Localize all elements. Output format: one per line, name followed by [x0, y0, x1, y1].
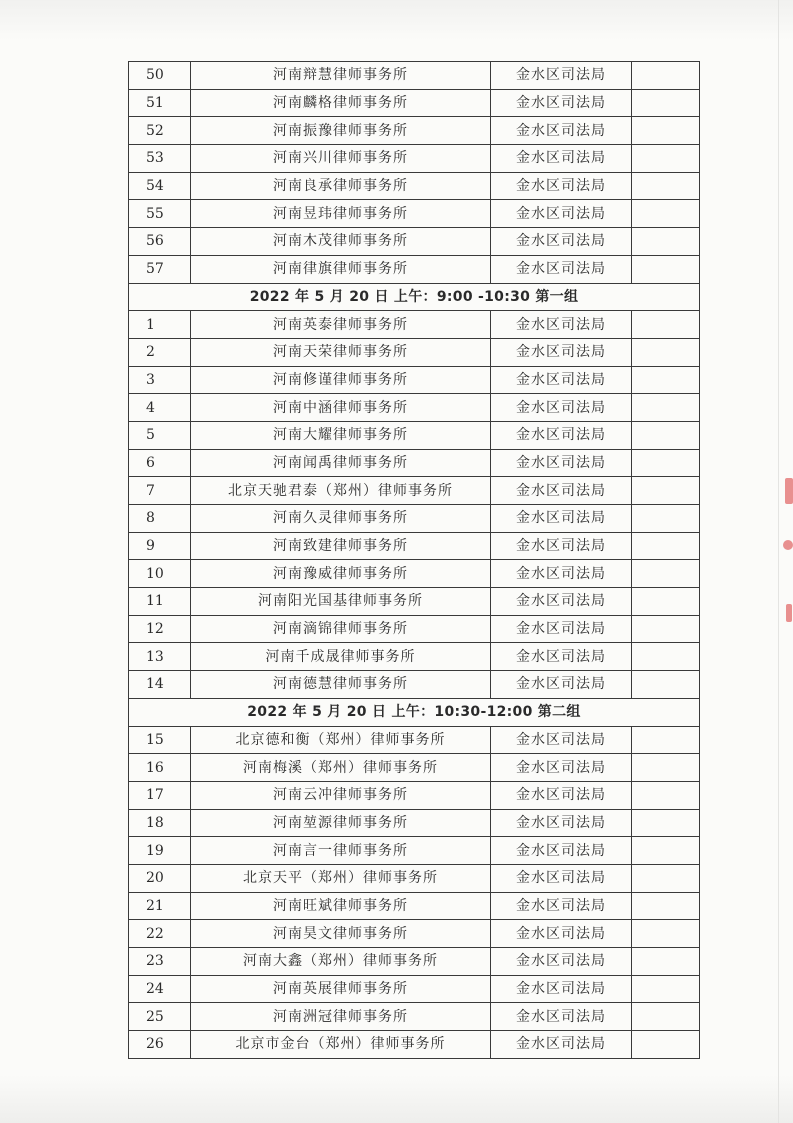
empty-cell [632, 366, 700, 394]
law-firm-name: 河南滴锦律师事务所 [191, 615, 491, 643]
law-firm-name: 河南言一律师事务所 [191, 837, 491, 865]
justice-bureau: 金水区司法局 [491, 754, 632, 782]
justice-bureau: 金水区司法局 [491, 864, 632, 892]
table-row [129, 920, 700, 948]
law-firm-name: 河南木茂律师事务所 [191, 228, 491, 256]
row-number: 9 [129, 532, 191, 560]
table-row [129, 948, 700, 976]
empty-cell [632, 1003, 700, 1031]
empty-cell [632, 145, 700, 173]
table-row [129, 532, 700, 560]
law-firm-name: 北京天平（郑州）律师事务所 [191, 864, 491, 892]
row-number: 15 [129, 726, 191, 754]
table-row [129, 62, 700, 90]
justice-bureau: 金水区司法局 [491, 505, 632, 533]
law-firm-name: 河南堃源律师事务所 [191, 809, 491, 837]
table-row [129, 477, 700, 505]
justice-bureau: 金水区司法局 [491, 892, 632, 920]
table-row [129, 505, 700, 533]
table-row [129, 726, 700, 754]
row-number: 1 [129, 311, 191, 339]
justice-bureau: 金水区司法局 [491, 948, 632, 976]
table-row [129, 255, 700, 283]
law-firm-name: 河南豫威律师事务所 [191, 560, 491, 588]
justice-bureau: 金水区司法局 [491, 172, 632, 200]
empty-cell [632, 809, 700, 837]
law-firm-name: 北京德和衡（郑州）律师事务所 [191, 726, 491, 754]
table-row [129, 338, 700, 366]
table-row [129, 89, 700, 117]
table-row [129, 228, 700, 256]
justice-bureau: 金水区司法局 [491, 366, 632, 394]
law-firm-name: 河南洲冠律师事务所 [191, 1003, 491, 1031]
law-firm-name: 河南阳光国基律师事务所 [191, 588, 491, 616]
table-row [129, 864, 700, 892]
table-row [129, 781, 700, 809]
law-firm-name: 河南中涵律师事务所 [191, 394, 491, 422]
table-row [129, 145, 700, 173]
justice-bureau: 金水区司法局 [491, 809, 632, 837]
table-row [129, 117, 700, 145]
row-number: 19 [129, 837, 191, 865]
justice-bureau: 金水区司法局 [491, 145, 632, 173]
law-firm-name: 河南英展律师事务所 [191, 975, 491, 1003]
empty-cell [632, 1031, 700, 1059]
row-number: 5 [129, 421, 191, 449]
empty-cell [632, 255, 700, 283]
justice-bureau: 金水区司法局 [491, 671, 632, 699]
row-number: 25 [129, 1003, 191, 1031]
session-header-row [129, 283, 700, 311]
table-row [129, 588, 700, 616]
red-seal-fragment [781, 478, 793, 628]
law-firm-name: 北京天驰君泰（郑州）律师事务所 [191, 477, 491, 505]
row-number: 50 [129, 62, 191, 90]
table-row [129, 311, 700, 339]
law-firm-name: 河南昱玮律师事务所 [191, 200, 491, 228]
empty-cell [632, 837, 700, 865]
table-row [129, 1031, 700, 1059]
table-row [129, 837, 700, 865]
justice-bureau: 金水区司法局 [491, 532, 632, 560]
law-firm-name: 河南大鑫（郑州）律师事务所 [191, 948, 491, 976]
law-firm-name: 北京市金台（郑州）律师事务所 [191, 1031, 491, 1059]
justice-bureau: 金水区司法局 [491, 560, 632, 588]
law-firm-name: 河南辩慧律师事务所 [191, 62, 491, 90]
justice-bureau: 金水区司法局 [491, 255, 632, 283]
table-row [129, 975, 700, 1003]
empty-cell [632, 532, 700, 560]
table-row [129, 560, 700, 588]
empty-cell [632, 864, 700, 892]
justice-bureau: 金水区司法局 [491, 615, 632, 643]
row-number: 51 [129, 89, 191, 117]
justice-bureau: 金水区司法局 [491, 726, 632, 754]
law-firm-name: 河南致建律师事务所 [191, 532, 491, 560]
row-number: 55 [129, 200, 191, 228]
law-firm-name: 河南德慧律师事务所 [191, 671, 491, 699]
law-firm-name: 河南久灵律师事务所 [191, 505, 491, 533]
row-number: 24 [129, 975, 191, 1003]
law-firm-name: 河南律旗律师事务所 [191, 255, 491, 283]
empty-cell [632, 754, 700, 782]
scan-edge-line [778, 0, 779, 1123]
table-row [129, 754, 700, 782]
justice-bureau: 金水区司法局 [491, 920, 632, 948]
row-number: 54 [129, 172, 191, 200]
row-number: 53 [129, 145, 191, 173]
table-row [129, 615, 700, 643]
empty-cell [632, 172, 700, 200]
scan-bottom-shadow [0, 1075, 793, 1123]
empty-cell [632, 394, 700, 422]
law-firm-name: 河南振豫律师事务所 [191, 117, 491, 145]
row-number: 2 [129, 338, 191, 366]
justice-bureau: 金水区司法局 [491, 449, 632, 477]
justice-bureau: 金水区司法局 [491, 477, 632, 505]
empty-cell [632, 643, 700, 671]
justice-bureau: 金水区司法局 [491, 117, 632, 145]
scan-top-shadow [0, 0, 793, 40]
session-header-row [129, 698, 700, 726]
justice-bureau: 金水区司法局 [491, 837, 632, 865]
session-label: 2022 年 5 月 20 日 上午：10:30-12:00 第二组 [129, 698, 700, 726]
session-label: 2022 年 5 月 20 日 上午：9:00 -10:30 第一组 [129, 283, 700, 311]
justice-bureau: 金水区司法局 [491, 338, 632, 366]
empty-cell [632, 200, 700, 228]
justice-bureau: 金水区司法局 [491, 1031, 632, 1059]
row-number: 23 [129, 948, 191, 976]
row-number: 11 [129, 588, 191, 616]
empty-cell [632, 449, 700, 477]
law-firm-name: 河南兴川律师事务所 [191, 145, 491, 173]
row-number: 21 [129, 892, 191, 920]
justice-bureau: 金水区司法局 [491, 394, 632, 422]
law-firm-name: 河南修谨律师事务所 [191, 366, 491, 394]
empty-cell [632, 920, 700, 948]
justice-bureau: 金水区司法局 [491, 228, 632, 256]
empty-cell [632, 671, 700, 699]
justice-bureau: 金水区司法局 [491, 588, 632, 616]
empty-cell [632, 89, 700, 117]
row-number: 26 [129, 1031, 191, 1059]
row-number: 7 [129, 477, 191, 505]
row-number: 6 [129, 449, 191, 477]
law-firm-roster-table [128, 61, 700, 1059]
table-row [129, 643, 700, 671]
justice-bureau: 金水区司法局 [491, 62, 632, 90]
row-number: 14 [129, 671, 191, 699]
empty-cell [632, 477, 700, 505]
law-firm-name: 河南昊文律师事务所 [191, 920, 491, 948]
row-number: 12 [129, 615, 191, 643]
empty-cell [632, 726, 700, 754]
justice-bureau: 金水区司法局 [491, 200, 632, 228]
empty-cell [632, 892, 700, 920]
empty-cell [632, 975, 700, 1003]
empty-cell [632, 228, 700, 256]
table-row [129, 394, 700, 422]
law-firm-name: 河南英泰律师事务所 [191, 311, 491, 339]
row-number: 13 [129, 643, 191, 671]
law-firm-name: 河南良承律师事务所 [191, 172, 491, 200]
empty-cell [632, 421, 700, 449]
justice-bureau: 金水区司法局 [491, 975, 632, 1003]
table-row [129, 892, 700, 920]
justice-bureau: 金水区司法局 [491, 1003, 632, 1031]
empty-cell [632, 505, 700, 533]
justice-bureau: 金水区司法局 [491, 311, 632, 339]
law-firm-name: 河南千成晟律师事务所 [191, 643, 491, 671]
row-number: 56 [129, 228, 191, 256]
table-row [129, 366, 700, 394]
row-number: 57 [129, 255, 191, 283]
roster-body [129, 62, 700, 1059]
empty-cell [632, 781, 700, 809]
empty-cell [632, 588, 700, 616]
justice-bureau: 金水区司法局 [491, 421, 632, 449]
row-number: 22 [129, 920, 191, 948]
law-firm-name: 河南梅溪（郑州）律师事务所 [191, 754, 491, 782]
table-row [129, 809, 700, 837]
row-number: 3 [129, 366, 191, 394]
table-row [129, 200, 700, 228]
justice-bureau: 金水区司法局 [491, 89, 632, 117]
table-row [129, 671, 700, 699]
table-row [129, 421, 700, 449]
empty-cell [632, 948, 700, 976]
row-number: 10 [129, 560, 191, 588]
row-number: 4 [129, 394, 191, 422]
law-firm-name: 河南云冲律师事务所 [191, 781, 491, 809]
empty-cell [632, 62, 700, 90]
justice-bureau: 金水区司法局 [491, 781, 632, 809]
empty-cell [632, 338, 700, 366]
empty-cell [632, 311, 700, 339]
empty-cell [632, 117, 700, 145]
law-firm-name: 河南天荣律师事务所 [191, 338, 491, 366]
row-number: 16 [129, 754, 191, 782]
row-number: 8 [129, 505, 191, 533]
law-firm-name: 河南大耀律师事务所 [191, 421, 491, 449]
empty-cell [632, 615, 700, 643]
empty-cell [632, 560, 700, 588]
table-row [129, 1003, 700, 1031]
row-number: 52 [129, 117, 191, 145]
justice-bureau: 金水区司法局 [491, 643, 632, 671]
row-number: 17 [129, 781, 191, 809]
law-firm-name: 河南旺斌律师事务所 [191, 892, 491, 920]
law-firm-name: 河南麟格律师事务所 [191, 89, 491, 117]
table-row [129, 172, 700, 200]
law-firm-name: 河南闻禹律师事务所 [191, 449, 491, 477]
row-number: 20 [129, 864, 191, 892]
table-row [129, 449, 700, 477]
row-number: 18 [129, 809, 191, 837]
